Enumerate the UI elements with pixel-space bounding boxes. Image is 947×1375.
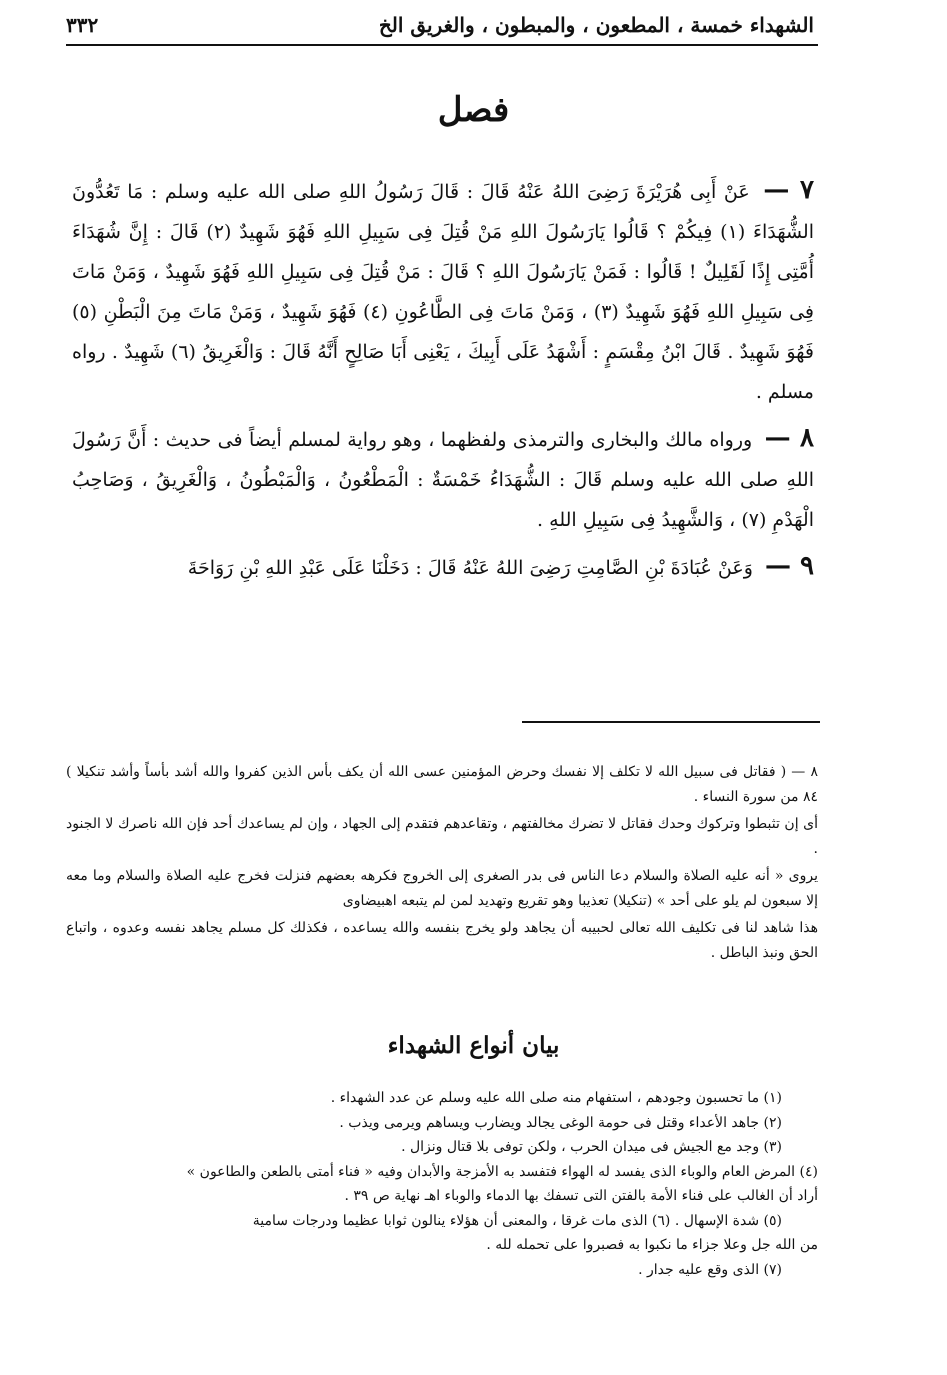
hadith-number: ٧ —: [763, 175, 814, 205]
hadith-number: ٨ —: [764, 423, 814, 453]
footnote-list: [66, 1086, 818, 1282]
footnote-4-continued: أراد أن الغالب على فناء الأمة بالفتن التى تسفك بها الدماء والوباء اهـ نهاية ص ٣٩ .: [344, 1188, 818, 1204]
footnote-2: (٢) جاهد الأعداء وقتل فى حومة الوغى يجالد ويضارب ويساهم ويرمى ويذب .: [339, 1114, 782, 1131]
commentary-block: [66, 760, 818, 968]
hadith-body: ورواه مالك والبخارى والترمذى ولفظهما ، وهو رواية لمسلم أيضاً فى حديث : أَنَّ رَسُولَ اللهِ صلى الله عليه وسلم قَالَ : الشُّهَدَاءُ خَمْسَةٌ : الْمَطْعُونُ ، وَالْمَبْطُونُ ، وَالْغَرِيقُ ، وَصَاحِبُ الْهَدْمِ (٧) ، وَالشَّهِيدُ فِى سَبِيلِ اللهِ .: [72, 429, 814, 531]
header-rule: [66, 44, 818, 46]
footnote-5-6: (٥) شدة الإسهال . (٦) الذى مات غرقا ، والمعنى أن هؤلاء ينالون ثوابا عظيما ودرجات سامية: [252, 1212, 782, 1229]
footnote-7: (٧) الذى وقع عليه جدار .: [638, 1261, 782, 1278]
footnote-1: (١) ما تحسبون وجودهم ، استفهام منه صلى الله عليه وسلم عن عدد الشهداء .: [330, 1090, 782, 1106]
footnote-4: (٤) المرض العام والوباء الذى يفسد له الهواء فتفسد به الأمزجة والأبدان وفيه « فناء أمتى بالطعن والطاعون »: [186, 1163, 818, 1180]
commentary-paragraph: أى إن تثبطوا وتركوك وحدك فقاتل لا تضرك مخالفتهم ، وتقاعدهم فتقدم إلى الجهاد ، وإن لم يساعدك أحد فإن الله ناصرك لا الجنود .: [66, 816, 818, 857]
section-title: فصل: [437, 90, 510, 130]
hadith-9: [72, 546, 814, 588]
running-title: الشهداء خمسة ، المطعون ، والمبطون ، والغريق الخ: [378, 13, 814, 37]
page-number: ٣٣٢: [66, 13, 99, 37]
page-header: [66, 8, 814, 42]
hadith-7: [72, 170, 814, 412]
hadith-body: عَنْ أَبِى هُرَيْرَةَ رَضِىَ اللهُ عَنْهُ قَالَ : قَالَ رَسُولُ اللهِ صلى الله عليه وسلم : مَا تَعُدُّونَ الشُّهَدَاءَ (١) فِيكُمْ ؟ قَالُوا يَارَسُولَ اللهِ مَنْ قُتِلَ فِى سَبِيلِ اللهِ فَهُوَ شَهِيدٌ (٢) قَالَ : إِنَّ شُهَدَاءَ أُمَّتِى إِذًا لَقَلِيلٌ ! قَالُوا : فَمَنْ يَارَسُولَ اللهِ ؟ قَالَ : مَنْ قُتِلَ فِى سَبِيلِ اللهِ فَهُوَ شَهِيدٌ ، وَمَنْ مَاتَ فِى سَبِيلِ اللهِ فَهُوَ شَهِيدٌ (٣) ، وَمَنْ مَاتَ فِى الطَّاعُونِ (٤) فَهُوَ شَهِيدٌ ، وَمَنْ مَاتَ مِنَ الْبَطْنِ (٥) فَهُوَ شَهِيدٌ . قَالَ ابْنُ مِقْسَمٍ : أَشْهَدُ عَلَى أَبِيكَ ، يَعْنِى أَبَا صَالِحٍ أَنَّهُ قَالَ : وَالْغَرِيقُ (٦) شَهِيدٌ . رواه مسلم .: [72, 181, 814, 403]
footnote-separator: [522, 721, 820, 723]
footnote-6-continued: من الله جل وعلا جزاء ما نكبوا به فصبروا على تحمله لله .: [486, 1237, 818, 1253]
hadith-number: ٩ —: [764, 551, 814, 581]
hadith-8: [72, 418, 814, 540]
commentary-paragraph: هذا شاهد لنا فى تكليف الله تعالى لحبيبه أن يجاهد ولو يخرج بنفسه والله يساعده ، فكذلك كل مسلم يجاهد نفسه وعدوه ، واتباع الحق ونبذ الباطل .: [66, 920, 818, 961]
hadith-body: وَعَنْ عُبَادَةَ بْنِ الصَّامِتِ رَضِىَ اللهُ عَنْهُ قَالَ : دَخَلْنَا عَلَى عَبْدِ اللهِ بْنِ رَوَاحَةَ: [187, 557, 753, 579]
commentary-paragraph: يروى « أنه عليه الصلاة والسلام دعا الناس فى بدر الصغرى إلى الخروج فكرهه بعضهم فنزلت فخرج عليه الصلاة والسلام وما معه إلا سبعون لم يلو على أحد » (تنكيلا) تعذيبا وهو تقريع وتهديد لمن لم يتبعه اهبيضاوى: [66, 868, 818, 909]
hadith-text-block: [72, 170, 814, 594]
notes-title: بيان أنواع الشهداء: [387, 1032, 560, 1059]
footnote-3: (٣) وجد مع الجيش فى ميدان الحرب ، ولكن توفى بلا قتال ونزال .: [401, 1139, 782, 1155]
commentary-paragraph: ٨ — ( فقاتل فى سبيل الله لا تكلف إلا نفسك وحرض المؤمنين عسى الله أن يكف بأس الذين كفروا والله أشد بأساً وأشد تنكيلا ) ٨٤ من سورة النساء .: [66, 764, 818, 805]
